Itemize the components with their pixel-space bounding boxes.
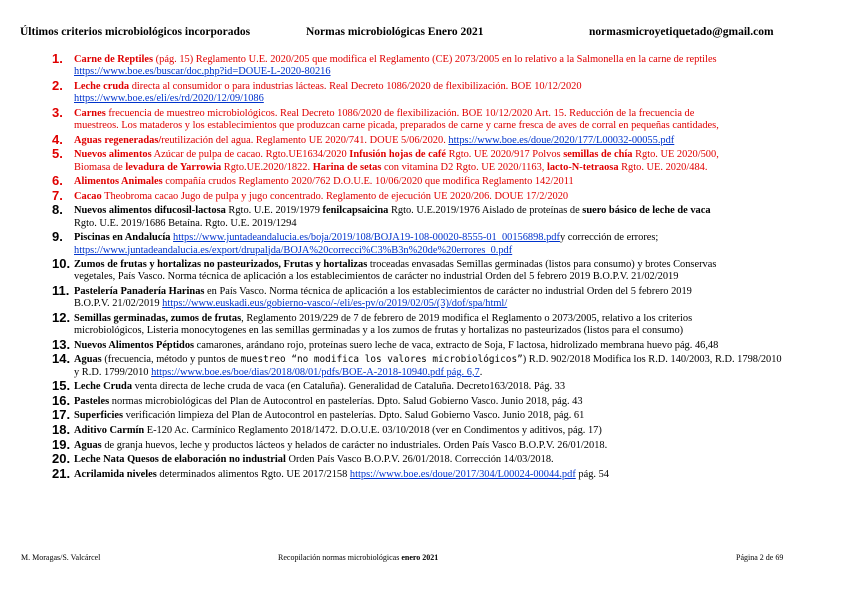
item-topic: suero básico de leche de vaca (582, 205, 711, 217)
list-item (52, 146, 838, 174)
header-email[interactable]: normasmicroyetiquetado@gmail.com (589, 26, 774, 38)
item-topic: Nuevos alimentos difucosil-lactosa (74, 205, 226, 217)
item-number: 15. (52, 378, 71, 394)
item-text: muestreo “no modifica los valores microbiológicos” (240, 354, 523, 366)
item-text: Rgto. U.E. 2019/1979 (225, 205, 323, 217)
item-number: 21. (52, 465, 71, 481)
item-text: muestreos. Los mataderos y los establecimientos que produzcan carne picada, preparados de carne y carne fresca de aves de corral en pequeñas cantidades, (74, 120, 719, 132)
footer-title-text: Recopilación normas microbiológicas (278, 553, 402, 562)
item-number: 16. (52, 392, 71, 408)
item-text: de granja huevos, leche y productos lácteos y helados de carácter no industriales. Orden País Vasco B.O.P.V. 26/01/2018. (101, 439, 608, 451)
item-number: 9. (52, 229, 63, 245)
item-text: troceadas envasadas Semillas germinadas (listos para consumo) y brotes Conservas (367, 259, 717, 271)
item-topic: Nuevos Alimentos Péptidos (74, 339, 195, 351)
item-topic: Aditivo Carmín (74, 425, 145, 437)
item-topic: semillas de chía (563, 149, 633, 161)
item-topic: Aguas regeneradas/ (74, 134, 162, 146)
item-text: pág. 54 (575, 468, 609, 480)
item-topic: Piscinas en Andalucía (74, 232, 171, 244)
item-link[interactable]: https://www.juntadeandalucia.es/boja/2019/108/BOJA19-108-00020-8555-01_00156898.pdf (173, 232, 560, 244)
item-topic: Cacao (74, 190, 102, 202)
list-item (52, 336, 838, 352)
item-number: 13. (52, 336, 71, 352)
item-text: Rgto. UE. 2020/484. (618, 161, 708, 173)
item-text: , Reglamento 2019/229 de 7 de febrero de 2019 modifica el Reglamento o 2073/2005, relativo a los criterios (241, 312, 693, 324)
item-text: camarones, arándano rojo, proteínas suero leche de vaca, extracto de Soja, F lactosa, hidrolizado membrana huevo pág. 46,48 (194, 339, 719, 351)
item-number: 7. (52, 187, 63, 203)
item-text: normas microbiológicas del Plan de Autocontrol en pastelerías. Dpto. Salud Gobierno Vasco. Junio 2018, pág. 43 (109, 395, 583, 407)
item-topic: Zumos de frutas y hortalizas no pasteurizados, Frutas y hortalizas (74, 259, 368, 271)
item-text: verificación limpieza del Plan de Autocontrol en pastelerías. Dpto. Salud Gobierno Vasco. Junio 2018, pág. 61 (123, 410, 585, 422)
item-text: y corrección de errores; (559, 232, 659, 244)
item-text: (pág. 15) Reglamento U.E. 2020/205 que modifica el Reglamento (CE) 2073/2005 en lo relativo a la Salmonella en la carne de reptiles (153, 54, 717, 65)
item-number: 10. (52, 256, 71, 272)
item-number: 12. (52, 309, 71, 325)
list-item (52, 465, 838, 481)
list-item (52, 187, 838, 203)
item-topic: Alimentos Animales (74, 176, 163, 188)
footer-page-number: Página 2 de 69 (736, 553, 784, 562)
list-item (52, 309, 838, 338)
item-text: con vitamina D2 Rgto. UE 2020/1163, (381, 161, 547, 173)
item-topic: Superficies (74, 410, 124, 422)
item-text: E-120 Ac. Carmínico Reglamento 2018/1472. D.O.U.E. 03/10/2018 (ver en Condimentos y aditivos, pág. 17) (144, 425, 602, 437)
list-item (52, 256, 838, 284)
list-item (52, 283, 838, 311)
item-text: en País Vasco. Norma técnica de aplicación a los establecimientos de carácter no industrial Orden del 5 febrero 2019 (204, 286, 692, 298)
list-item (52, 451, 838, 467)
item-text: y R.D. 1799/2010 (74, 366, 152, 378)
item-link[interactable]: https://www.boe.es/doue/2020/177/L00032-00055.pdf (448, 134, 675, 146)
item-text: microbiológicos, Listeria monocytogenes en las semillas germinadas y a los zumos de frutas y hortalizas no pasteurizados (listos para el consumo) (74, 325, 684, 337)
item-topic: Aguas (74, 439, 102, 451)
item-text: Rgto. UE 2020/500, (632, 149, 719, 161)
item-link[interactable]: https://www.boe.es/boe/dias/2018/08/01/pdfs/BOE-A-2018-10940.pdf pág. 6,7 (151, 366, 480, 378)
item-text: Orden País Vasco B.O.P.V. 26/01/2018. Corrección 14/03/2018. (285, 454, 554, 466)
item-topic: Pasteles (74, 395, 110, 407)
item-topic: fenilcapsaicina (322, 205, 389, 217)
item-topic: Harina de setas (312, 161, 382, 173)
item-text: directa al consumidor o para industrias lácteas. Real Decreto 1086/2020 de flexibilización. BOE 10/12/2020 (129, 80, 582, 92)
item-link[interactable]: https://www.boe.es/doue/2017/304/L00024-00044.pdf (349, 468, 576, 480)
item-text: reutilización del agua. Reglamento UE 2020/741. DOUE 5/06/2020. (161, 134, 449, 146)
item-text: frecuencia de muestreo microbiológicos. Real Decreto 1086/2020 de flexibilización. BOE 10/12/2020 Art. 15. Reducción de la frecuencia de (105, 107, 695, 119)
header-center-title: Normas microbiológicas Enero 2021 (306, 26, 484, 38)
item-topic: Carnes (74, 107, 106, 119)
item-topic: Leche cruda (74, 80, 130, 92)
list-item (52, 51, 838, 79)
item-number: 11. (52, 283, 70, 299)
item-text: vegetales, País Vasco. Norma técnica de aplicación a los establecimientos de carácter no industrial Orden del 5 febrero 2019 B.O.P.V. 21/02/2019 (74, 271, 679, 283)
footer-title (278, 553, 438, 562)
item-number: 17. (52, 407, 71, 423)
item-number: 20. (52, 451, 71, 467)
item-text: Rgto.UE.2020/1822. (221, 161, 313, 173)
item-number: 14. (52, 351, 71, 367)
list-item (52, 436, 838, 452)
footer-authors: M. Moragas/S. Valcárcel (21, 553, 101, 562)
item-number: 5. (52, 146, 63, 162)
item-text: Biomasa de (74, 161, 126, 173)
list-item (52, 202, 838, 230)
item-link[interactable]: https://www.juntadeandalucia.es/export/drupaljda/BOJA%20correcci%C3%B3n%20de%20errores_0.pdf (74, 244, 513, 256)
criteria-list (52, 51, 838, 483)
item-topic: Nuevos alimentos (74, 149, 152, 161)
item-topic: Leche Cruda (74, 381, 133, 393)
item-number: 19. (52, 436, 71, 452)
item-text: determinados alimentos Rgto. UE 2017/2158 (156, 468, 350, 480)
item-link[interactable]: https://www.euskadi.eus/gobierno-vasco/-/eli/es-pv/o/2019/02/05/(3)/dof/spa/html/ (162, 298, 508, 310)
list-item (52, 173, 838, 189)
item-text: ) R.D. 902/2018 Modifica los R.D. 140/2003, R.D. 1798/2010 (522, 354, 782, 366)
item-number: 18. (52, 422, 71, 438)
item-text: venta directa de leche cruda de vaca (en Cataluña). Generalidad de Cataluña. Decreto163/2018. Pág. 33 (132, 381, 566, 393)
item-topic: Leche Nata Quesos de elaboración no industrial (74, 454, 286, 466)
item-number: 1. (52, 51, 63, 66)
list-item (52, 422, 838, 438)
item-topic: Carne de Reptiles (74, 54, 154, 65)
list-item (52, 229, 838, 257)
item-link[interactable]: https://www.boe.es/buscar/doc.php?id=DOUE-L-2020-80216 (74, 66, 331, 78)
item-text: (frecuencia, método y puntos de (101, 354, 241, 366)
item-topic: levadura de Yarrowia (125, 161, 222, 173)
item-topic: Infusión hojas de café (349, 149, 446, 161)
item-number: 8. (52, 202, 63, 218)
list-item (52, 378, 838, 394)
header-left-title: Últimos criterios microbiológicos incorporados (20, 26, 251, 38)
list-item (52, 77, 838, 106)
item-topic: Semillas germinadas, zumos de frutas (74, 312, 242, 324)
item-text: compañía crudos Reglamento 2020/762 D.O.U.E. 10/06/2020 que modifica Reglamento 142/2011 (162, 176, 574, 188)
item-topic: lacto-N-tetraosa (546, 161, 619, 173)
item-number: 6. (52, 173, 63, 189)
item-number: 4. (52, 131, 63, 147)
item-link[interactable]: https://www.boe.es/eli/es/rd/2020/12/09/1086 (74, 93, 264, 105)
item-text: Rgto. U.E. 2019/1686 Betaína. Rgto. U.E. 2019/1294 (74, 217, 297, 229)
item-text: Rgto. UE 2020/917 Polvos (446, 149, 564, 161)
item-topic: Pastelería Panadería Harinas (74, 286, 205, 298)
list-item (52, 104, 838, 133)
item-topic: Aguas (74, 354, 102, 366)
item-text: Azúcar de pulpa de cacao. Rgto.UE1634/2020 (151, 149, 350, 161)
list-item (52, 392, 838, 408)
footer-title-date: enero 2021 (401, 553, 439, 562)
item-text: B.O.P.V. 21/02/2019 (74, 298, 163, 310)
item-topic: Acrilamida niveles (74, 468, 157, 480)
list-item (52, 131, 838, 147)
list-item (52, 351, 838, 379)
item-text: Theobroma cacao Jugo de pulpa y jugo concentrado. Reglamento de ejecución UE 2020/206. DOUE 17/2/2020 (101, 190, 569, 202)
item-number: 3. (52, 104, 63, 120)
item-text: Rgto. U.E.2019/1976 Aislado de proteínas de (388, 205, 583, 217)
item-number: 2. (52, 77, 63, 93)
item-text: . (479, 366, 483, 378)
list-item (52, 407, 838, 423)
